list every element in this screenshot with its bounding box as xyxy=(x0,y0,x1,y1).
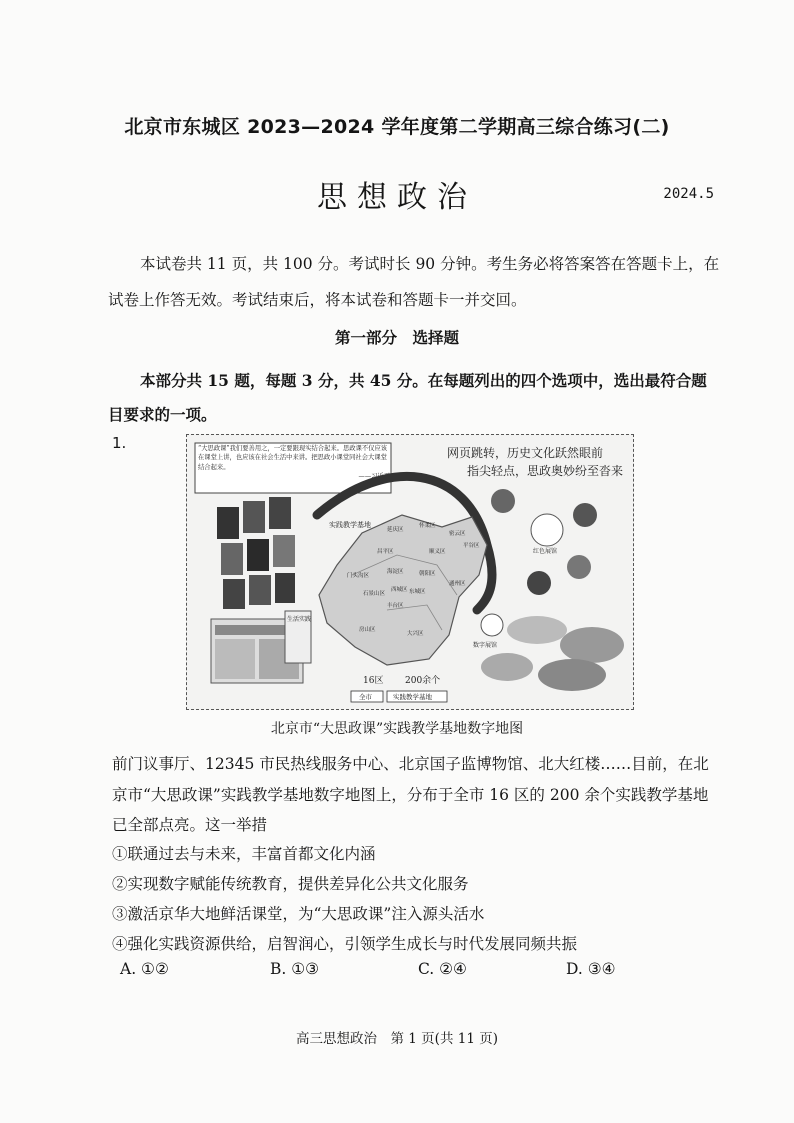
map-illustration xyxy=(187,435,633,709)
district-label: 西城区 xyxy=(391,587,408,593)
district-label: 通州区 xyxy=(449,581,466,587)
district-label: 平谷区 xyxy=(463,543,480,549)
district-label: 怀柔区 xyxy=(419,523,436,529)
district-label: 昌平区 xyxy=(377,549,394,555)
slogan-line-2: 指尖轻点，思政奥妙纷至沓来 xyxy=(467,464,624,478)
photo-circle-2 xyxy=(573,503,597,527)
district-label: 顺义区 xyxy=(429,549,446,555)
life-practice-label: 生活实践 xyxy=(287,616,312,623)
question-number: 1. xyxy=(112,434,127,452)
quote-source: ——习近平 xyxy=(358,472,390,480)
photo-circle-1 xyxy=(491,489,515,513)
digital-map-figure xyxy=(186,434,634,710)
digital-museum-label: 数字展馆 xyxy=(473,642,498,649)
photo-circle-3 xyxy=(527,571,551,595)
base-label: 实践教学基地 xyxy=(329,521,371,529)
exam-date: 2024.5 xyxy=(663,186,714,202)
statement-1: ①联通过去与未来，丰富首都文化内涵 xyxy=(112,845,376,863)
choice-a: A. ①② xyxy=(120,960,169,978)
district-label: 房山区 xyxy=(359,627,376,633)
choice-d: D. ③④ xyxy=(566,960,616,978)
part-title: 第一部分 选择题 xyxy=(334,329,459,347)
btn-practice-bases-label: 实践教学基地 xyxy=(393,693,432,701)
subject-title: 思想政治 xyxy=(317,180,477,215)
district-label: 延庆区 xyxy=(387,527,404,533)
photo-circle-4 xyxy=(567,555,591,579)
choice-b: B. ①③ xyxy=(270,960,320,978)
digital-museum-icon xyxy=(481,614,503,636)
district-label: 石景山区 xyxy=(363,591,386,597)
district-label: 密云区 xyxy=(449,531,466,537)
btn-all-city-label: 全市 xyxy=(359,693,372,701)
district-label: 大兴区 xyxy=(407,631,424,637)
district-label: 海淀区 xyxy=(387,569,404,575)
district-label: 朝阳区 xyxy=(419,571,436,577)
exam-title: 北京市东城区 2023—2024 学年度第二学期高三综合练习(二) xyxy=(124,116,670,138)
red-museum-label: 红色展馆 xyxy=(533,548,558,555)
exam-instructions: 本试卷共 11 页，共 100 分。考试时长 90 分钟。考生务必将答案答在答题卡上，在试卷上作答无效。考试结束后，将本试卷和答题卡一并交回。 xyxy=(108,255,720,309)
question-stem: 前门议事厅、12345 市民热线服务中心、北京国子监博物馆、北大红楼……目前，在北京市“大思政课”实践教学基地数字地图上，分布于全市 16 区的 200 余个实践教学基地已全部点亮。这一举措 xyxy=(112,755,709,834)
red-museum-icon xyxy=(531,514,563,546)
stat-bases: 200余个 xyxy=(405,676,441,686)
part-description: 本部分共 15 题，每题 3 分，共 45 分。在每题列出的四个选项中，选出最符合题目要求的一项。 xyxy=(108,371,707,424)
statement-4: ④强化实践资源供给，启智润心，引领学生成长与时代发展同频共振 xyxy=(112,935,578,953)
page-footer: 高三思想政治 第 1 页(共 11 页) xyxy=(296,1031,498,1047)
quote-text: “大思政课”我们要善用之，一定要跟现实结合起来。思政课不仅应该在课堂上讲，也应该在社会生活中来讲。把思政小课堂同社会大课堂结合起来。 xyxy=(198,445,388,471)
statement-2: ②实现数字赋能传统教育，提供差异化公共文化服务 xyxy=(112,875,469,893)
district-label: 门头沟区 xyxy=(347,573,370,579)
stat-districts: 16区 xyxy=(363,676,384,686)
statement-3: ③激活京华大地鲜活课堂，为“大思政课”注入源头活水 xyxy=(112,905,485,923)
district-label: 丰台区 xyxy=(387,603,404,609)
book-covers xyxy=(217,497,295,609)
district-label: 东城区 xyxy=(409,589,426,595)
choice-c: C. ②④ xyxy=(418,960,467,978)
slogan-line-1: 网页跳转，历史文化跃然眼前 xyxy=(447,446,604,460)
figure-caption: 北京市“大思政课”实践教学基地数字地图 xyxy=(270,721,524,737)
